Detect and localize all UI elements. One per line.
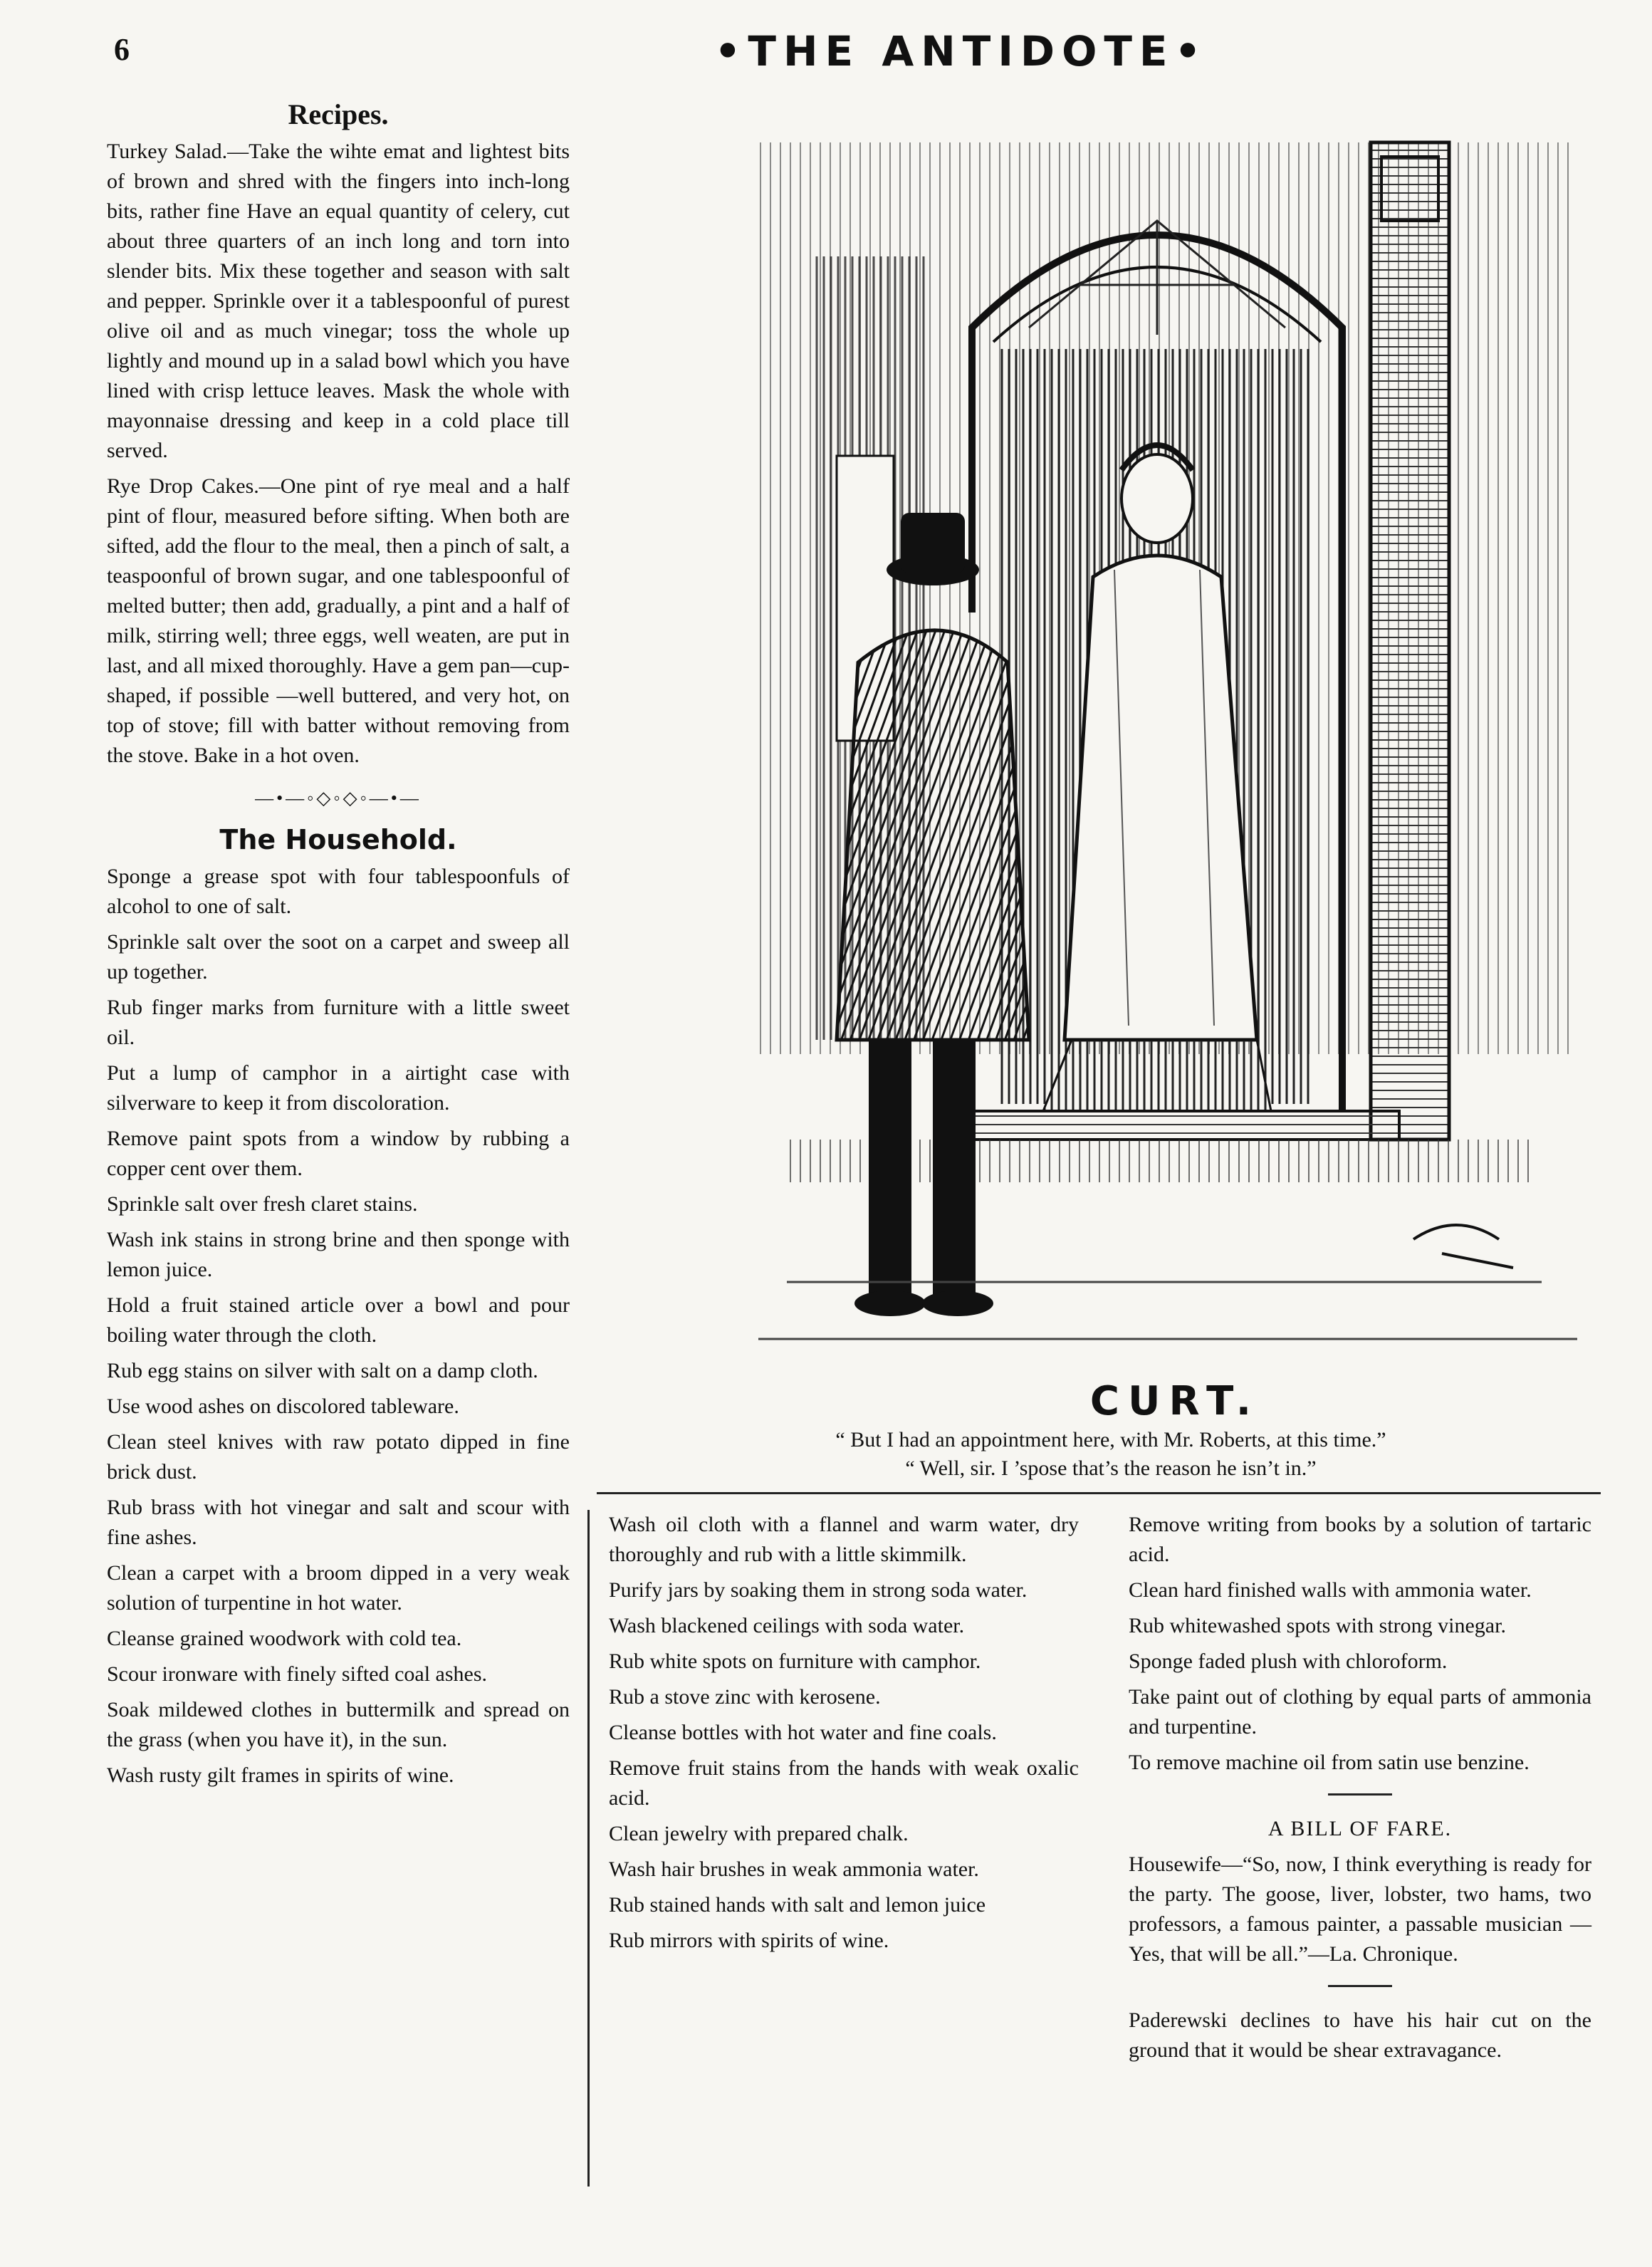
household-item: Rub stained hands with salt and lemon juice bbox=[609, 1893, 986, 1917]
household-item: Clean a carpet with a broom dipped in a very weak solution of turpentine in hot water. bbox=[107, 1561, 570, 1615]
bill-of-fare-text: Housewife—“So, now, I think everything is ready for the party. The goose, liver, lobster, two hams, two professors, a famous painter, a passable musician —Yes, that will be all.”—La. Chronique. bbox=[1129, 1852, 1591, 1966]
household-item: Wash oil cloth with a flannel and warm water, dry thoroughly and rub with a little skimmilk. bbox=[609, 1513, 1079, 1566]
household-item: Scour ironware with finely sifted coal ashes. bbox=[107, 1662, 488, 1686]
household-item: Use wood ashes on discolored tableware. bbox=[107, 1395, 459, 1418]
household-item: Remove fruit stains from the hands with weak oxalic acid. bbox=[609, 1756, 1079, 1810]
household-item: To remove machine oil from satin use benzine. bbox=[1129, 1751, 1530, 1774]
household-item: Remove writing from books by a solution of tartaric acid. bbox=[1129, 1513, 1591, 1566]
masthead: •THE ANTIDOTE• bbox=[714, 27, 1208, 75]
household-item: Sprinkle salt over fresh claret stains. bbox=[107, 1192, 418, 1216]
household-item: Hold a fruit stained article over a bowl and pour boiling water through the cloth. bbox=[107, 1293, 570, 1347]
household-item: Rub whitewashed spots with strong vinegar. bbox=[1129, 1614, 1506, 1637]
caption-title: CURT. bbox=[1089, 1378, 1260, 1424]
household-item: Cleanse bottles with hot water and fine coals. bbox=[609, 1721, 997, 1744]
household-item: Rub egg stains on silver with salt on a damp cloth. bbox=[107, 1359, 538, 1382]
paderewski-note: Paderewski declines to have his hair cut on the ground that it would be shear extravagance. bbox=[1129, 2008, 1591, 2062]
caption-line-2: “ Well, sir. I ’spose that’s the reason he isn’t in.” bbox=[905, 1456, 1317, 1480]
recipe-rye-drop-cakes: Rye Drop Cakes.—One pint of rye meal and a half pint of flour, measured before sifting. When both are sifted, add the flour to the meal, then a pinch of salt, a teaspoonful of brown sugar, and one tablespoonful of melted butter; then add, gradually, a pint and a half of milk, stirring well; three eggs, well weaten, are put in last, and all mixed thoroughly. Have a gem pan—cup-shaped, if possible —well buttered, and very hot, on top of stove; fill with batter without removing from the stove. Bake in a hot oven. bbox=[107, 474, 570, 767]
recipes-title: Recipes. bbox=[288, 98, 389, 130]
middle-column bbox=[609, 1510, 1079, 1961]
household-item: Purify jars by soaking them in strong soda water. bbox=[609, 1578, 1028, 1602]
household-title: The Household. bbox=[219, 824, 457, 855]
household-item: Put a lump of camphor in a airtight case with silverware to keep it from discoloration. bbox=[107, 1061, 570, 1115]
illustration-curt bbox=[758, 114, 1577, 1367]
ornament-divider: —•—◦◇◦◇◦—•— bbox=[255, 788, 422, 808]
household-item: Sprinkle salt over the soot on a carpet and sweep all up together. bbox=[107, 930, 570, 984]
household-item: Sponge a grease spot with four tablespoonfuls of alcohol to one of salt. bbox=[107, 865, 570, 918]
caption-line-1: “ But I had an appointment here, with Mr. Roberts, at this time.” bbox=[835, 1428, 1386, 1452]
household-item: Wash blackened ceilings with soda water. bbox=[609, 1614, 965, 1637]
household-item: Rub mirrors with spirits of wine. bbox=[609, 1929, 889, 1952]
right-column bbox=[1129, 1510, 1591, 2071]
household-item: Clean jewelry with prepared chalk. bbox=[609, 1822, 909, 1845]
horizontal-rule bbox=[597, 1492, 1601, 1494]
engraving-drawing bbox=[758, 114, 1577, 1367]
household-item: Rub brass with hot vinegar and salt and scour with fine ashes. bbox=[107, 1496, 570, 1549]
household-item: Cleanse grained woodwork with cold tea. bbox=[107, 1627, 462, 1650]
recipe-turkey-salad: Turkey Salad.—Take the wihte emat and lightest bits of brown and shred with the fingers into inch-long bits, rather fine Have an equal quantity of celery, cut about three quarters of an inch long and torn into slender bits. Mix these together and season with salt and pepper. Sprinkle over it a tablespoonful of purest olive oil and as much vinegar; toss the whole up lightly and mound up in a salad bowl which you have lined with crisp lettuce leaves. Mask the whole with mayonnaise dressing and keep in a cold place till served. bbox=[107, 140, 570, 462]
household-item: Wash hair brushes in weak ammonia water. bbox=[609, 1857, 979, 1881]
bill-of-fare-title: A BILL OF FARE. bbox=[1267, 1817, 1453, 1840]
household-item: Rub white spots on furniture with camphor. bbox=[609, 1650, 981, 1673]
page-number: 6 bbox=[114, 32, 130, 67]
short-divider bbox=[1328, 1793, 1392, 1796]
column-divider bbox=[587, 1510, 590, 2187]
household-item: Clean hard finished walls with ammonia water. bbox=[1129, 1578, 1532, 1602]
household-item: Sponge faded plush with chloroform. bbox=[1129, 1650, 1448, 1673]
left-column bbox=[107, 100, 570, 1796]
household-item: Wash ink stains in strong brine and then sponge with lemon juice. bbox=[107, 1228, 570, 1281]
household-item: Soak mildewed clothes in buttermilk and spread on the grass (when you have it), in the sun. bbox=[107, 1698, 570, 1751]
household-item: Rub a stove zinc with kerosene. bbox=[609, 1685, 881, 1709]
household-item: Rub finger marks from furniture with a little sweet oil. bbox=[107, 996, 570, 1049]
household-item: Wash rusty gilt frames in spirits of wine. bbox=[107, 1763, 454, 1787]
short-divider bbox=[1328, 1985, 1392, 1987]
household-item: Clean steel knives with raw potato dipped in fine brick dust. bbox=[107, 1430, 570, 1484]
household-item: Remove paint spots from a window by rubbing a copper cent over them. bbox=[107, 1127, 570, 1180]
household-item: Take paint out of clothing by equal parts of ammonia and turpentine. bbox=[1129, 1685, 1591, 1739]
